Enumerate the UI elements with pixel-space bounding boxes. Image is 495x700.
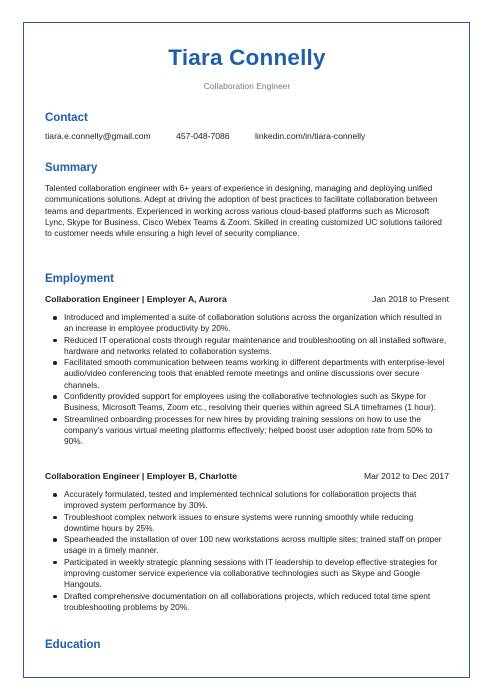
job-title: Collaboration Engineer | Employer A, Aurora (45, 294, 227, 304)
summary-heading: Summary (45, 162, 98, 174)
list-item: Drafted comprehensive documentation on all collaborations projects, which reduced total time spent troubleshooting problems by 20%. (64, 591, 449, 614)
bullet-dot (53, 516, 57, 520)
candidate-role: Collaboration Engineer (203, 81, 291, 91)
bullet-dot (53, 316, 57, 320)
contact-phone[interactable]: 457-048-7086 (176, 131, 230, 141)
list-item: Confidently provided support for employees using the collaborative technologies such as Skype for Business, Microsoft Teams, Zoom etc., resolving their queries within agreed SLA timeframes (1 hour). (64, 391, 449, 414)
bullet-dot (53, 561, 57, 565)
list-item: Troubleshoot complex network issues to ensure systems were running smoothly while reducing downtime hours by 25%. (64, 512, 449, 535)
list-item: Accurately formulated, tested and implemented technical solutions for collaboration projects that improved system performance by 30%. (64, 489, 449, 512)
bullet-dot (53, 395, 57, 399)
candidate-name: Tiara Connelly (168, 45, 326, 70)
list-item: Streamlined onboarding processes for new hires by providing training sessions on how to use the company's various virtual meeting platforms effectively; helped boost user adoption rate from 50% to 90%. (64, 414, 449, 448)
bullet-dot (53, 361, 57, 365)
job-header (45, 471, 449, 481)
job-bullets (45, 489, 449, 613)
list-item: Facilitated smooth communication between teams working in different departments with enterprise-level audio/video conferencing tools that enabled remote meetings and online discussions over secure channels. (64, 357, 449, 391)
list-item: Participated in weekly strategic planning sessions with IT leadership to develop effective strategies for improving customer service experience via collaborative technologies such as Skype and Google Hangouts. (64, 557, 449, 591)
bullet-dot (53, 493, 57, 497)
job-dates: Mar 2012 to Dec 2017 (363, 471, 449, 481)
list-item: Reduced IT operational costs through regular maintenance and troubleshooting on all installed software, hardware and networks related to collaboration systems. (64, 335, 449, 358)
contact-row (45, 131, 388, 141)
bullet-dot (53, 339, 57, 343)
contact-heading: Contact (45, 112, 88, 124)
list-item: Introduced and implemented a suite of collaboration solutions across the organization which resulted in an increase in employee productivity by 20%. (64, 312, 449, 335)
contact-email[interactable]: tiara.e.connelly@gmail.com (45, 131, 151, 141)
bullet-dot (53, 595, 57, 599)
bullet-dot (53, 418, 57, 422)
summary-text: Talented collaboration engineer with 6+ years of experience in designing, managing and deploying unified communications solutions. Adept at driving the adoption of best practices to facilitate collaboration between teams and departments. Experienced in working across various cloud-based platforms such as Microsoft Lync, Skype for Business, Cisco Webex Teams & Zoom. Skilled in creating customized UC solutions tailored to customer needs while ensuring a high level of security compliance. (45, 183, 442, 239)
contact-linkedin[interactable]: linkedin.com/in/tiara-connelly (255, 131, 366, 141)
job-dates: Jan 2018 to Present (372, 294, 449, 304)
resume-page (23, 22, 470, 678)
employment-heading: Employment (45, 273, 115, 285)
bullet-dot (53, 538, 57, 542)
job-bullets (45, 312, 449, 448)
education-heading: Education (45, 639, 101, 651)
job-header (45, 294, 449, 304)
job-title: Collaboration Engineer | Employer B, Charlotte (45, 471, 237, 481)
list-item: Spearheaded the installation of over 100 new workstations across multiple sites; trained staff on proper usage in a timely manner. (64, 534, 449, 557)
